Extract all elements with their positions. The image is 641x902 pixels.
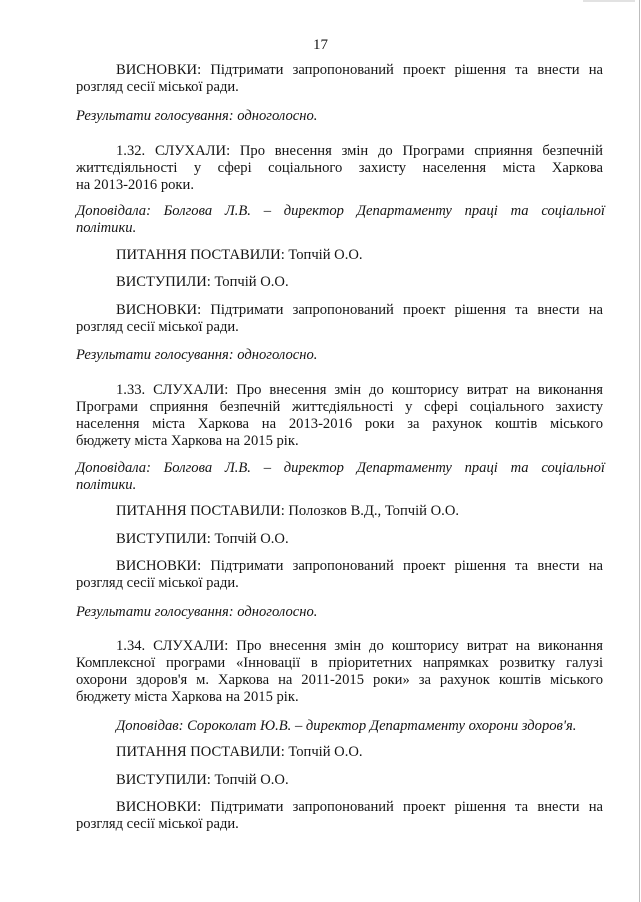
reporter bbox=[76, 460, 605, 494]
text-line: бюджету міста Харкова на 2015 рік. bbox=[76, 433, 299, 449]
text-line: ВИСНОВКИ: Підтримати запропонований проект рішення та внести на bbox=[116, 302, 603, 318]
conclusion-paragraph bbox=[76, 302, 603, 336]
agenda-item-1-34 bbox=[76, 638, 603, 706]
vote-result: Результати голосування: одноголосно. bbox=[76, 347, 318, 363]
reporter bbox=[76, 203, 605, 237]
text-line: населення міста Харкова на 2013-2016 роки за рахунок коштів міського bbox=[76, 416, 603, 432]
vote-result: Результати голосування: одноголосно. bbox=[76, 604, 318, 620]
text-line: розгляд сесії міської ради. bbox=[76, 79, 239, 95]
text-line: політики. bbox=[76, 220, 137, 236]
agenda-item-1-32 bbox=[76, 143, 603, 194]
text-line: політики. bbox=[76, 477, 137, 493]
questions-asked: ПИТАННЯ ПОСТАВИЛИ: Топчій О.О. bbox=[116, 247, 363, 263]
speakers: ВИСТУПИЛИ: Топчій О.О. bbox=[116, 274, 289, 290]
text-line: розгляд сесії міської ради. bbox=[76, 319, 239, 335]
speakers: ВИСТУПИЛИ: Топчій О.О. bbox=[116, 531, 289, 547]
text-line: Програми сприяння безпечній життєдіяльності у сфері соціального захисту bbox=[76, 399, 603, 415]
text-line: Доповідала: Болгова Л.В. – директор Департаменту праці та соціальної bbox=[76, 460, 605, 476]
text-line: охорони здоров'я м. Харкова на 2011-2015 роки» за рахунок коштів міського bbox=[76, 672, 603, 688]
text-line: Доповідала: Болгова Л.В. – директор Департаменту праці та соціальної bbox=[76, 203, 605, 219]
vote-result: Результати голосування: одноголосно. bbox=[76, 108, 318, 124]
text-line: розгляд сесії міської ради. bbox=[76, 816, 239, 832]
text-line: на 2013-2016 роки. bbox=[76, 177, 194, 193]
agenda-item-1-33 bbox=[76, 382, 603, 450]
speakers: ВИСТУПИЛИ: Топчій О.О. bbox=[116, 772, 289, 788]
text-line: 1.32. СЛУХАЛИ: Про внесення змін до Програми сприяння безпечній bbox=[116, 143, 603, 159]
text-line: Комплексної програми «Інновації в пріоритетних напрямках розвитку галузі bbox=[76, 655, 603, 671]
page-number: 17 bbox=[313, 37, 328, 53]
text-line: ВИСНОВКИ: Підтримати запропонований проект рішення та внести на bbox=[116, 799, 603, 815]
text-line: розгляд сесії міської ради. bbox=[76, 575, 239, 591]
scan-mark bbox=[583, 0, 635, 2]
questions-asked: ПИТАННЯ ПОСТАВИЛИ: Полозков В.Д., Топчій О.О. bbox=[116, 503, 460, 519]
text-line: ВИСНОВКИ: Підтримати запропонований проект рішення та внести на bbox=[116, 558, 603, 574]
questions-asked: ПИТАННЯ ПОСТАВИЛИ: Топчій О.О. bbox=[116, 744, 363, 760]
text-line: 1.33. СЛУХАЛИ: Про внесення змін до кошторису витрат на виконання bbox=[116, 382, 603, 398]
conclusion-paragraph bbox=[76, 799, 603, 833]
reporter: Доповідав: Сороколат Ю.В. – директор Департаменту охорони здоров'я. bbox=[116, 718, 577, 734]
text-line: ВИСНОВКИ: Підтримати запропонований проект рішення та внести на bbox=[116, 62, 603, 78]
text-line: життєдіяльності у сфері соціального захисту населення міста Харкова bbox=[76, 160, 603, 176]
conclusion-paragraph bbox=[76, 558, 603, 592]
conclusion-paragraph bbox=[76, 62, 603, 96]
text-line: 1.34. СЛУХАЛИ: Про внесення змін до кошторису витрат на виконання bbox=[116, 638, 603, 654]
text-line: бюджету міста Харкова на 2015 рік. bbox=[76, 689, 299, 705]
